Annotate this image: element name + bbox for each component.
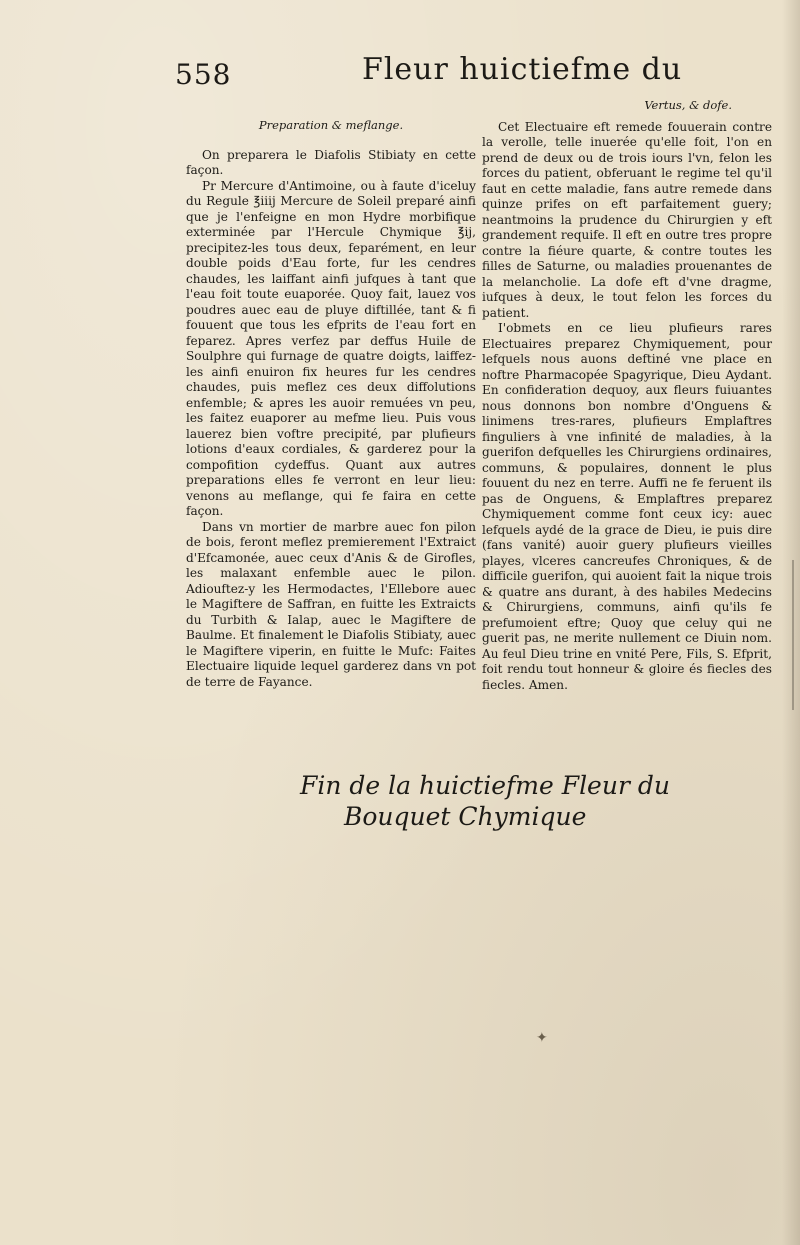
ink-blot-ornament: ✦ — [536, 1030, 548, 1046]
page-number: 558 — [175, 58, 232, 91]
right-paragraph-1: Cet Electuaire eft remede fouuerain contre la verolle, telle inuerée qu'elle foit, l'on en prend de deux ou de trois iours l'vn, felon les forces du patient, obferuant le regime tel qu'il faut en cette maladie, fans autre remede dans quinze prifes on eft parfaitement guery; neantmoins la prudence du Chirurgien y eft grandement requife. Il eft en outre tres propre contre la fiéure quarte, & contre toutes les filles de Saturne, ou maladies prouenantes de la melancholie. La dofe eft d'vne dragme, iufques à deux, le tout felon les forces du patient. — [482, 119, 772, 320]
colophon — [300, 770, 670, 832]
left-paragraph-3: Dans vn mortier de marbre auec fon pilon de bois, feront meflez premierement l'Extraict d'Efcamonée, auec ceux d'Anis & de Girofles, les malaxant enfemble auec le pilon. Adiouftez-y les Hermodactes, l'Ellebore auec le Magiftere de Saffran, en fuitte les Extraicts du Turbith & Ialap, auec le Magiftere de Baulme. Et finalement le Diafolis Stibiaty, auec le Magiftere viperin, en fuitte le Mufc: Faites Electuaire liquide lequel garderez dans vn pot de terre de Fayance. — [186, 519, 476, 689]
left-column — [186, 118, 476, 690]
colophon-line-2: Bouquet Chymique — [344, 802, 587, 831]
show-through-mark — [772, 560, 794, 710]
left-paragraph-2: Pr Mercure d'Antimoine, ou à faute d'iceluy du Regule ℥iiij Mercure de Soleil preparé ainfi que je l'enfeigne en mon Hydre morbifique exterminée par l'Hercule Chymique ℥ij, precipitez-les tous deux, feparément, en leur double poids d'Eau forte, fur les cendres chaudes, les laiffant ainfi jufques à tant que l'eau foit toute euaporée. Quoy fait, lauez vos poudres auec eau de pluye diftillée, tant & fi fouuent que tous les efprits de l'eau fort en feparez. Apres verfez par deffus Huile de Soulphre qui furnage de quatre doigts, laiffez-les ainfi enuiron fix heures fur les cendres chaudes, puis meflez ces deux diffolutions enfemble; & apres les auoir remuées vn peu, les faitez euaporer au mefme lieu. Puis vous lauerez bien voftre precipité, par plufieurs lotions d'eaux cordiales, & garderez pour la compofition cydeffus. Quant aux autres preparations elles fe verront en leur lieu: venons au meflange, qui fe faira en cette façon. — [186, 178, 476, 518]
running-head: Fleur huictiefme du — [362, 52, 683, 87]
colophon-line-1: Fin de la huictiefme Fleur du — [300, 771, 670, 800]
right-column — [482, 98, 772, 693]
left-section-heading: Preparation & meflange. — [258, 118, 404, 132]
left-paragraph-1: On preparera le Diafolis Stibiaty en cette façon. — [186, 147, 476, 177]
right-paragraph-2: I'obmets en ce lieu plufieurs rares Electuaires preparez Chymiquement, pour lefquels nous auons deftiné vne place en noftre Pharmacopée Spagyrique, Dieu Aydant. En confideration dequoy, aux fleurs fuiuantes nous donnons bon nombre d'Onguens & linimens tres-rares, plufieurs Emplaftres finguliers à vne infinité de maladies, à la guerifon defquelles les Chirurgiens ordinaires, communs, & populaires, donnent le plus fouuent du nez en terre. Auffi ne fe feruent ils pas de Onguens, & Emplaftres preparez Chymiquement comme font ceux icy: auec lefquels aydé de la grace de Dieu, ie puis dire (fans vanité) auoir guery plufieurs vieilles playes, vlceres cancreufes Chroniques, & de difficile guerifon, qui auoient fait la nique trois & quatre ans durant, à des habiles Medecins & Chirurgiens, communs, ainfi qu'ils fe prefumoient eftre; Quoy que celuy qui ne guerit pas, ne merite nullement ce Diuin nom. Au feul Dieu trine en vnité Pere, Fils, S. Efprit, foit rendu tout honneur & gloire és fiecles des fiecles. Amen. — [482, 321, 772, 692]
right-section-heading: Vertus, & dofe. — [644, 98, 732, 112]
